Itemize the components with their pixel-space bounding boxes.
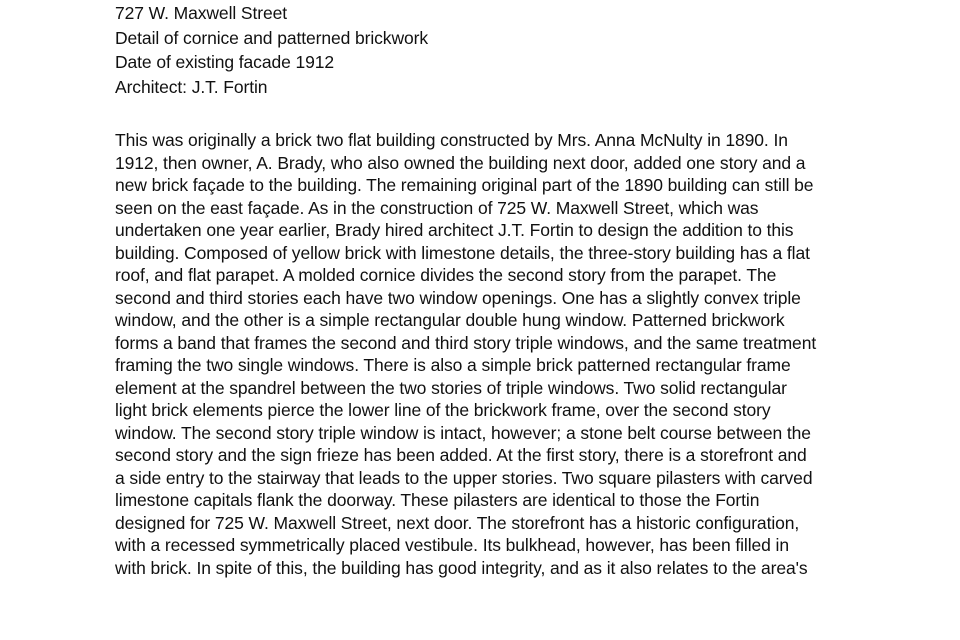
paragraph-line: designed for 725 W. Maxwell Street, next door. The storefront has a historic configuration, — [115, 512, 800, 533]
paragraph-line: window, and the other is a simple rectangular double hung window. Patterned brickwork — [115, 310, 785, 330]
architect-line: Architect: J.T. Fortin — [115, 76, 268, 97]
document-header — [115, 1, 428, 99]
paragraph-line: limestone capitals flank the doorway. These pilasters are identical to those the Fortin — [115, 490, 760, 510]
subject-line: Detail of cornice and patterned brickwork — [115, 27, 429, 48]
paragraph-line: with a recessed symmetrically placed vestibule. Its bulkhead, however, has been filled in — [115, 535, 789, 555]
paragraph-line: light brick elements pierce the lower line of the brickwork frame, over the second story — [115, 400, 771, 420]
paragraph-line: element at the spandrel between the two stories of triple windows. Two solid rectangular — [115, 377, 787, 398]
paragraph-line: undertaken one year earlier, Brady hired architect J.T. Fortin to design the addition to this — [115, 220, 794, 240]
paragraph-line: with brick. In spite of this, the building has good integrity, and as it also relates to the area's — [115, 557, 808, 578]
paragraph-line: This was originally a brick two flat building constructed by Mrs. Anna McNulty in 1890. In — [115, 130, 788, 150]
paragraph-line: roof, and flat parapet. A molded cornice divides the second story from the parapet. The — [115, 265, 777, 285]
paragraph-line: window. The second story triple window is intact, however; a stone belt course between the — [115, 422, 811, 443]
date-line: Date of existing facade 1912 — [115, 52, 335, 72]
paragraph-line: new brick façade to the building. The remaining original part of the 1890 building can still be — [115, 175, 814, 195]
description-paragraph — [115, 129, 875, 579]
address-line: 727 W. Maxwell Street — [115, 3, 287, 23]
paragraph-line: building. Composed of yellow brick with limestone details, the three-story building has a flat — [115, 242, 810, 263]
paragraph-line: second story and the sign frieze has been added. At the first story, there is a storefront and — [115, 445, 807, 465]
paragraph-line: second and third stories each have two window openings. One has a slightly convex triple — [115, 287, 801, 308]
paragraph-line: 1912, then owner, A. Brady, who also owned the building next door, added one story and a — [115, 152, 806, 173]
paragraph-line: forms a band that frames the second and third story triple windows, and the same treatment — [115, 332, 817, 353]
paragraph-line: seen on the east façade. As in the construction of 725 W. Maxwell Street, which was — [115, 197, 759, 218]
paragraph-line: a side entry to the stairway that leads to the upper stories. Two square pilasters with carved — [115, 467, 813, 488]
paragraph-line: framing the two single windows. There is also a simple brick patterned rectangular frame — [115, 355, 791, 375]
